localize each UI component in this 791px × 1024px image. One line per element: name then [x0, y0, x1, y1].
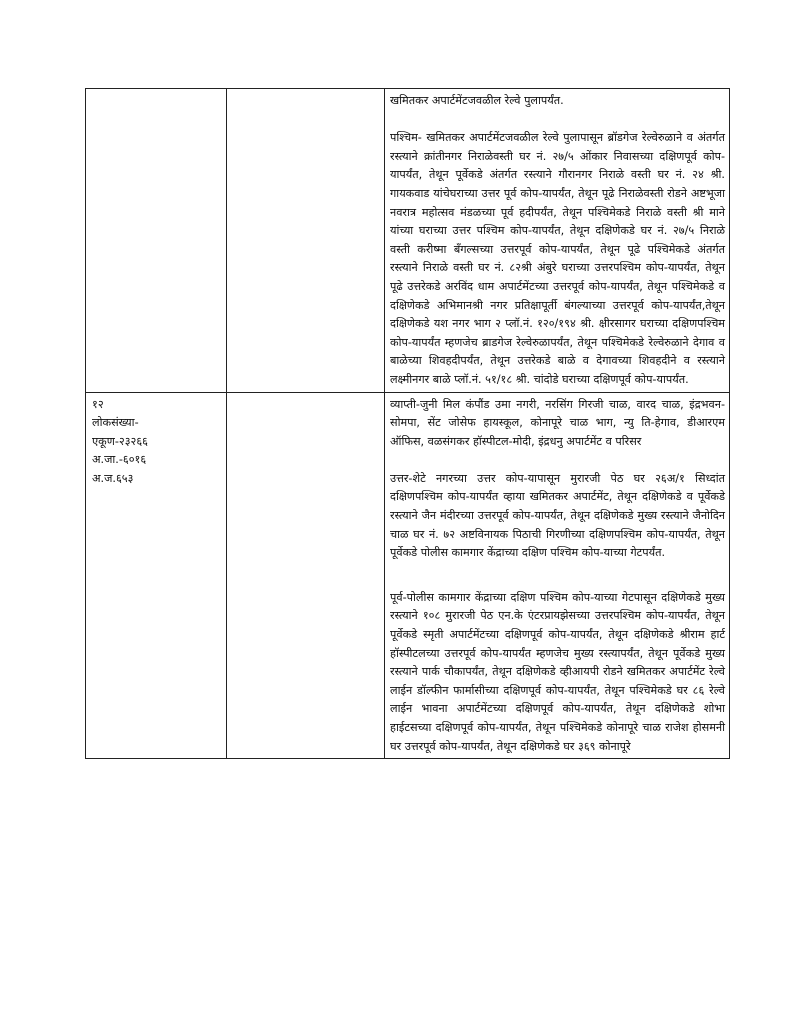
boundary-paragraph: खमितकर अपार्टमेंटजवळील रेल्वे पुलापर्यंत.	[390, 94, 564, 107]
population-total: एकूण-२३२६६	[92, 434, 148, 448]
ward-info-cell	[86, 89, 227, 393]
boundary-table	[85, 88, 730, 759]
empty-cell	[227, 392, 385, 759]
population-label: लोकसंख्या-	[92, 416, 139, 430]
boundary-paragraph-west: पश्चिम- खमितकर अपार्टमेंटजवळील रेल्वे पुलापासून ब्रॉडगेज रेल्वेरुळाने व अंतर्गत रस्त्याने क्रांतीनगर निराळेवस्ती घर नं. २७/५ ओंकार निवासच्या दक्षिणपूर्व कोप-यापर्यंत, तेथून पूर्वेकडे अंतर्गत रस्त्याने गौरानगर निराळे वस्ती घर नं. २४ श्री. गायकवाड यांचेघराच्या उत्तर पूर्व कोप-यापर्यंत, तेथून पूढे निराळेवस्ती रोडने अष्टभूजा नवरात्र महोत्सव मंडळच्या पूर्व हदीपर्यंत, तेथून पश्चिमेकडे निराळे वस्ती श्री माने यांच्या घराच्या उत्तर पश्चिम कोप-यापर्यंत, तेथून दक्षिणेकडे घर नं. २७/५ निराळे वस्ती करीष्मा बँगल्सच्या उत्तरपूर्व कोप-यापर्यंत, तेथून पूढे पश्चिमेकडे अंतर्गत रस्त्याने निराळे वस्ती घर नं. ८२श्री अंबुरे घराच्या उत्तरपश्चिम कोप-यापर्यंत, तेथून पूढे उत्तरेकडे अरविंद धाम अपार्टमेंटच्या उत्तरपूर्व कोप-यापर्यंत, तेथून पश्चिमेकडे व दक्षिणेकडे अभिमानश्री नगर प्रतिक्षापूर्ती बंगल्याच्या उत्तरपूर्व कोप-यापर्यंत,तेथून दक्षिणेकडे यश नगर भाग २ प्लॉ.नं. १२०/१९४ श्री. क्षीरसागर घराच्या दक्षिणपश्चिम कोप-यापर्यंत म्हणजेच ब्राडगेज रेल्वेरुळापर्यंत, तेथून पश्चिमेकडे रेल्वेरुळाने देगाव व बाळेच्या शिवहदीपर्यंत, तेथून उत्तरेकडे बाळे व देगावच्या शिवहदीने व रस्त्याने लक्ष्मीनगर बाळे प्लॉ.नं. ५१/१८ श्री. चांदोडे घराच्या दक्षिणपूर्व कोप-यापर्यंत.	[390, 131, 725, 386]
population-st: अ.ज.६५३	[92, 471, 134, 485]
population-sc: अ.जा.-६०१६	[92, 453, 147, 467]
boundary-description-cell	[385, 392, 730, 759]
boundary-paragraph-east: पूर्व-पोलीस कामगार केंद्राच्या दक्षिण पश्चिम कोप-याच्या गेटपासून दक्षिणेकडे मुख्य रस्त्याने १०८ मुरारजी पेठ एन.के एंटरप्रायझेसच्या उत्तरपश्चिम कोप-यापर्यंत, तेथून पूर्वेकडे स्मृती अपार्टमेंटच्या दक्षिणपूर्व कोप-यापर्यंत, तेथून दक्षिणेकडे श्रीराम हार्ट हॉस्पीटलच्या उत्तरपूर्व कोप-यापर्यंत म्हणजेच मुख्य रस्त्यापर्यंत, तेथून पूर्वेकडे मुख्य रस्त्याने पार्क चौकापर्यंत, तेथून दक्षिणेकडे व्हीआयपी रोडने खमितकर अपार्टमेंट रेल्वे लाईन डॉल्फीन फार्मासीच्या दक्षिणपूर्व कोप-यापर्यंत, तेथून पश्चिमेकडे घर ८६ रेल्वे लाईन भावना अपार्टमेंटच्या दक्षिणपूर्व कोप-यापर्यंत, तेथून दक्षिणेकडे शोभा हाईटसच्या दक्षिणपूर्व कोप-यापर्यंत, तेथून पश्चिमेकडे कोनापूरे चाळ राजेश होसमनी घर उत्तरपूर्व कोप-यापर्यंत, तेथून दक्षिणेकडे घर ३६९ कोनापूरे	[390, 590, 725, 753]
table-row	[86, 392, 730, 759]
ward-number: १२	[92, 397, 104, 411]
ward-info-cell	[86, 392, 227, 759]
empty-cell	[227, 89, 385, 393]
boundary-description-cell	[385, 89, 730, 393]
coverage-paragraph: व्याप्ती-जुनी मिल कंपौंड उमा नगरी, नरसिंग गिरजी चाळ, वारद चाळ, इंद्रभवन- सोमपा, सेंट जोसेफ हायस्कूल, कोनापूरे चाळ भाग, न्यु ति-हेगाव, डीआरएम ऑफिस, वळसंगकर हॉस्पीटल-मोदी, इंद्रधनु अपार्टमेंट व परिसर	[390, 397, 725, 448]
table-row	[86, 89, 730, 393]
boundary-paragraph-north: उत्तर-शेटे नगरच्या उत्तर कोप-यापासून मुरारजी पेठ घर २६अ/१ सिध्दांत दक्षिणपश्चिम कोप-यापर्यंत व्हाया खमितकर अपार्टमेंट, तेथून दक्षिणेकडे व पूर्वेकडे रस्त्याने जैन मंदीरच्या उत्तरपूर्व कोप-यापर्यंत, तेथून दक्षिणेकडे मुख्य रस्त्याने जैनोदिन चाळ घर नं. ७२ अष्टविनायक पिठाची गिरणीच्या दक्षिणपश्चिम कोप-यापर्यंत, तेथून पूर्वेकडे पोलीस कामगार केंद्राच्या दक्षिण पश्चिम कोप-याच्या गेटपर्यंत.	[390, 471, 725, 560]
